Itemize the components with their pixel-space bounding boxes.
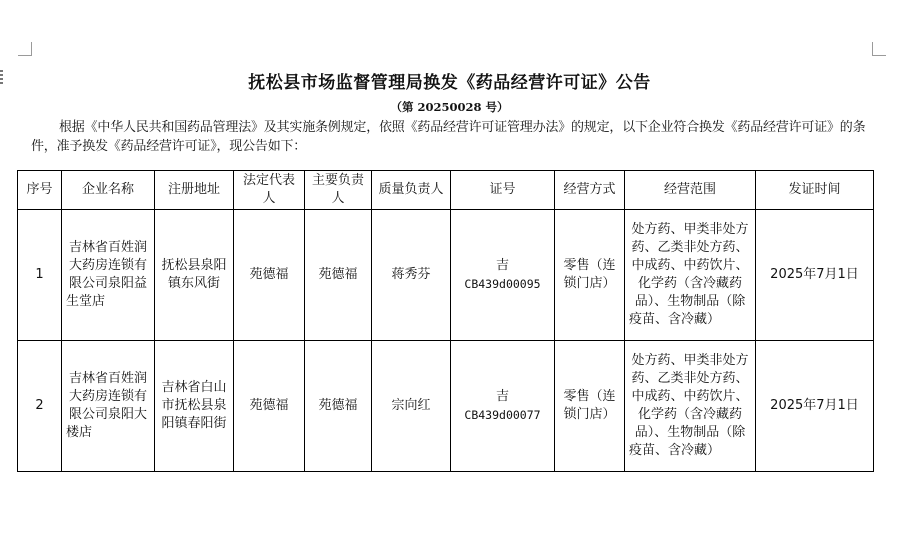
cell-address: 抚松县泉阳镇东风街 [155,210,234,341]
header-serial: 序号 [18,171,62,210]
cell-cert-no [451,210,555,341]
cell-scope: 处方药、甲类非处方药、乙类非处方药、中成药、中药饮片、化学药（含冷藏药品）、生物制品（除疫苗、含冷藏） [625,210,756,341]
cell-legal-rep: 苑德福 [234,341,305,472]
table-row [18,341,874,472]
cell-serial: 2 [18,341,62,472]
page-corner-mark-top-left [18,42,32,56]
cell-cert-no [451,341,555,472]
header-legal-rep: 法定代表人 [234,171,305,210]
table-header-row [18,171,874,210]
cert-code: CB439d00095 [464,277,541,291]
header-company: 企业名称 [62,171,155,210]
cell-quality: 蒋秀芬 [372,210,451,341]
cell-mode: 零售（连锁门店） [555,210,625,341]
cell-date: 2025年7月1日 [756,210,874,341]
header-date: 发证时间 [756,171,874,210]
cert-prefix: 吉 [495,258,509,273]
header-scope: 经营范围 [625,171,756,210]
header-principal: 主要负责人 [305,171,372,210]
header-cert-no: 证号 [451,171,555,210]
cell-scope: 处方药、甲类非处方药、乙类非处方药、中成药、中药饮片、化学药（含冷藏药品）、生物制品（除疫苗、含冷藏） [625,341,756,472]
cert-code: CB439d00077 [464,408,541,422]
cert-prefix: 吉 [495,389,509,404]
cell-serial: 1 [18,210,62,341]
cell-date: 2025年7月1日 [756,341,874,472]
header-address: 注册地址 [155,171,234,210]
cell-principal: 苑德福 [305,341,372,472]
page-corner-mark-top-right [872,42,886,56]
license-table [17,170,874,472]
cell-quality: 宗向红 [372,341,451,472]
cell-company: 吉林省百姓润大药房连锁有限公司泉阳益生堂店 [62,210,155,341]
header-mode: 经营方式 [555,171,625,210]
cell-address: 吉林省白山市抚松县泉阳镇春阳街 [155,341,234,472]
cell-company: 吉林省百姓润大药房连锁有限公司泉阳大楼店 [62,341,155,472]
notice-intro: 根据《中华人民共和国药品管理法》及其实施条例规定，依照《药品经营许可证管理办法》的规定，以下企业符合换发《药品经营许可证》的条件，准予换发《药品经营许可证》，现公告如下： [31,120,866,154]
table-row [18,210,874,341]
cell-mode: 零售（连锁门店） [555,341,625,472]
header-quality: 质量负责人 [372,171,451,210]
notice-number: （第 20250028 号） [390,100,509,114]
notice-title: 抚松县市场监督管理局换发《药品经营许可证》公告 [248,73,651,93]
cell-principal: 苑德福 [305,210,372,341]
cell-legal-rep: 苑德福 [234,210,305,341]
